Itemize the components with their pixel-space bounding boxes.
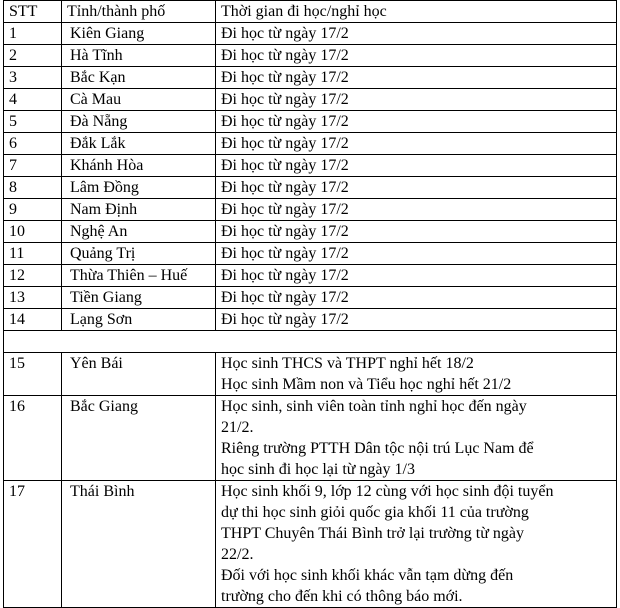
row-stt: 9: [4, 199, 62, 221]
table-row: [4, 23, 617, 45]
row-province: Quảng Trị: [62, 243, 216, 265]
header-province: Tỉnh/thành phố: [62, 1, 216, 23]
table-row: [4, 221, 617, 243]
schedule-line: Riêng trường PTTH Dân tộc nội trú Lục Nam để: [221, 440, 534, 457]
row-province: Thừa Thiên – Huế: [62, 265, 216, 287]
table-row: [4, 155, 617, 177]
row-province: Bắc Giang: [62, 396, 216, 481]
row-schedule: Đi học từ ngày 17/2: [216, 265, 617, 287]
row-province: Khánh Hòa: [62, 155, 216, 177]
row-schedule: Đi học từ ngày 17/2: [216, 177, 617, 199]
row-stt: 14: [4, 309, 62, 331]
school-schedule-table: [3, 0, 617, 608]
row-schedule: Đi học từ ngày 17/2: [216, 199, 617, 221]
table-row: [4, 309, 617, 331]
table-row: [4, 353, 617, 396]
row-stt: 13: [4, 287, 62, 309]
row-province: Nam Định: [62, 199, 216, 221]
row-stt: 3: [4, 67, 62, 89]
row-schedule: [216, 481, 617, 608]
row-schedule: Đi học từ ngày 17/2: [216, 243, 617, 265]
row-stt: 12: [4, 265, 62, 287]
row-province: Nghệ An: [62, 221, 216, 243]
row-schedule: [216, 353, 617, 396]
row-schedule: Đi học từ ngày 17/2: [216, 155, 617, 177]
schedule-line: 21/2.: [221, 419, 254, 436]
schedule-line: trường cho đến khi có thông báo mới.: [221, 588, 463, 605]
schedule-line: Học sinh, sinh viên toàn tỉnh nghỉ học đến ngày: [221, 398, 527, 415]
row-stt: 1: [4, 23, 62, 45]
row-schedule: Đi học từ ngày 17/2: [216, 309, 617, 331]
schedule-line: Học sinh THCS và THPT nghỉ hết 18/2: [221, 355, 474, 372]
separator-row: [4, 331, 617, 353]
schedule-line: Học sinh Mầm non và Tiểu học nghỉ hết 21/2: [221, 376, 512, 393]
row-province: Kiên Giang: [62, 23, 216, 45]
row-stt: 4: [4, 89, 62, 111]
row-schedule: Đi học từ ngày 17/2: [216, 133, 617, 155]
row-province: Đà Nẵng: [62, 111, 216, 133]
table-row: [4, 111, 617, 133]
row-schedule: Đi học từ ngày 17/2: [216, 287, 617, 309]
row-schedule: Đi học từ ngày 17/2: [216, 89, 617, 111]
row-province: Yên Bái: [62, 353, 216, 396]
row-province: Lâm Đồng: [62, 177, 216, 199]
table-row: [4, 199, 617, 221]
table-row: [4, 396, 617, 481]
row-stt: 8: [4, 177, 62, 199]
row-stt: 6: [4, 133, 62, 155]
table-row: [4, 67, 617, 89]
row-stt: 7: [4, 155, 62, 177]
table-row: [4, 481, 617, 608]
schedule-line: học sinh đi học lại từ ngày 1/3: [221, 461, 415, 478]
row-stt: 5: [4, 111, 62, 133]
row-province: Hà Tĩnh: [62, 45, 216, 67]
schedule-line: Học sinh khối 9, lớp 12 cùng với học sinh đội tuyển: [221, 483, 554, 500]
table-row: [4, 89, 617, 111]
table-row: [4, 243, 617, 265]
row-schedule: Đi học từ ngày 17/2: [216, 67, 617, 89]
row-stt: 10: [4, 221, 62, 243]
header-schedule: Thời gian đi học/nghỉ học: [216, 1, 617, 23]
table-header-row: [4, 1, 617, 23]
row-stt: 11: [4, 243, 62, 265]
schedule-line: THPT Chuyên Thái Bình trở lại trường từ ngày: [221, 525, 524, 542]
row-province: Đắk Lắk: [62, 133, 216, 155]
row-province: Cà Mau: [62, 89, 216, 111]
row-schedule: Đi học từ ngày 17/2: [216, 111, 617, 133]
row-schedule: [216, 396, 617, 481]
row-schedule: Đi học từ ngày 17/2: [216, 23, 617, 45]
row-province: Bắc Kạn: [62, 67, 216, 89]
schedule-line: dự thi học sinh giỏi quốc gia khối 11 của trường: [221, 504, 529, 521]
row-stt: 15: [4, 353, 62, 396]
table-row: [4, 287, 617, 309]
row-schedule: Đi học từ ngày 17/2: [216, 45, 617, 67]
table-row: [4, 45, 617, 67]
schedule-line: 22/2.: [221, 546, 254, 563]
table-row: [4, 133, 617, 155]
row-province: Lạng Sơn: [62, 309, 216, 331]
row-stt: 2: [4, 45, 62, 67]
header-stt: STT: [4, 1, 62, 23]
table-row: [4, 177, 617, 199]
row-province: Thái Bình: [62, 481, 216, 608]
row-schedule: Đi học từ ngày 17/2: [216, 221, 617, 243]
table-row: [4, 265, 617, 287]
row-stt: 16: [4, 396, 62, 481]
row-province: Tiền Giang: [62, 287, 216, 309]
separator-cell: [4, 331, 617, 353]
row-stt: 17: [4, 481, 62, 608]
schedule-line: Đối với học sinh khối khác vẫn tạm dừng đến: [221, 567, 514, 584]
